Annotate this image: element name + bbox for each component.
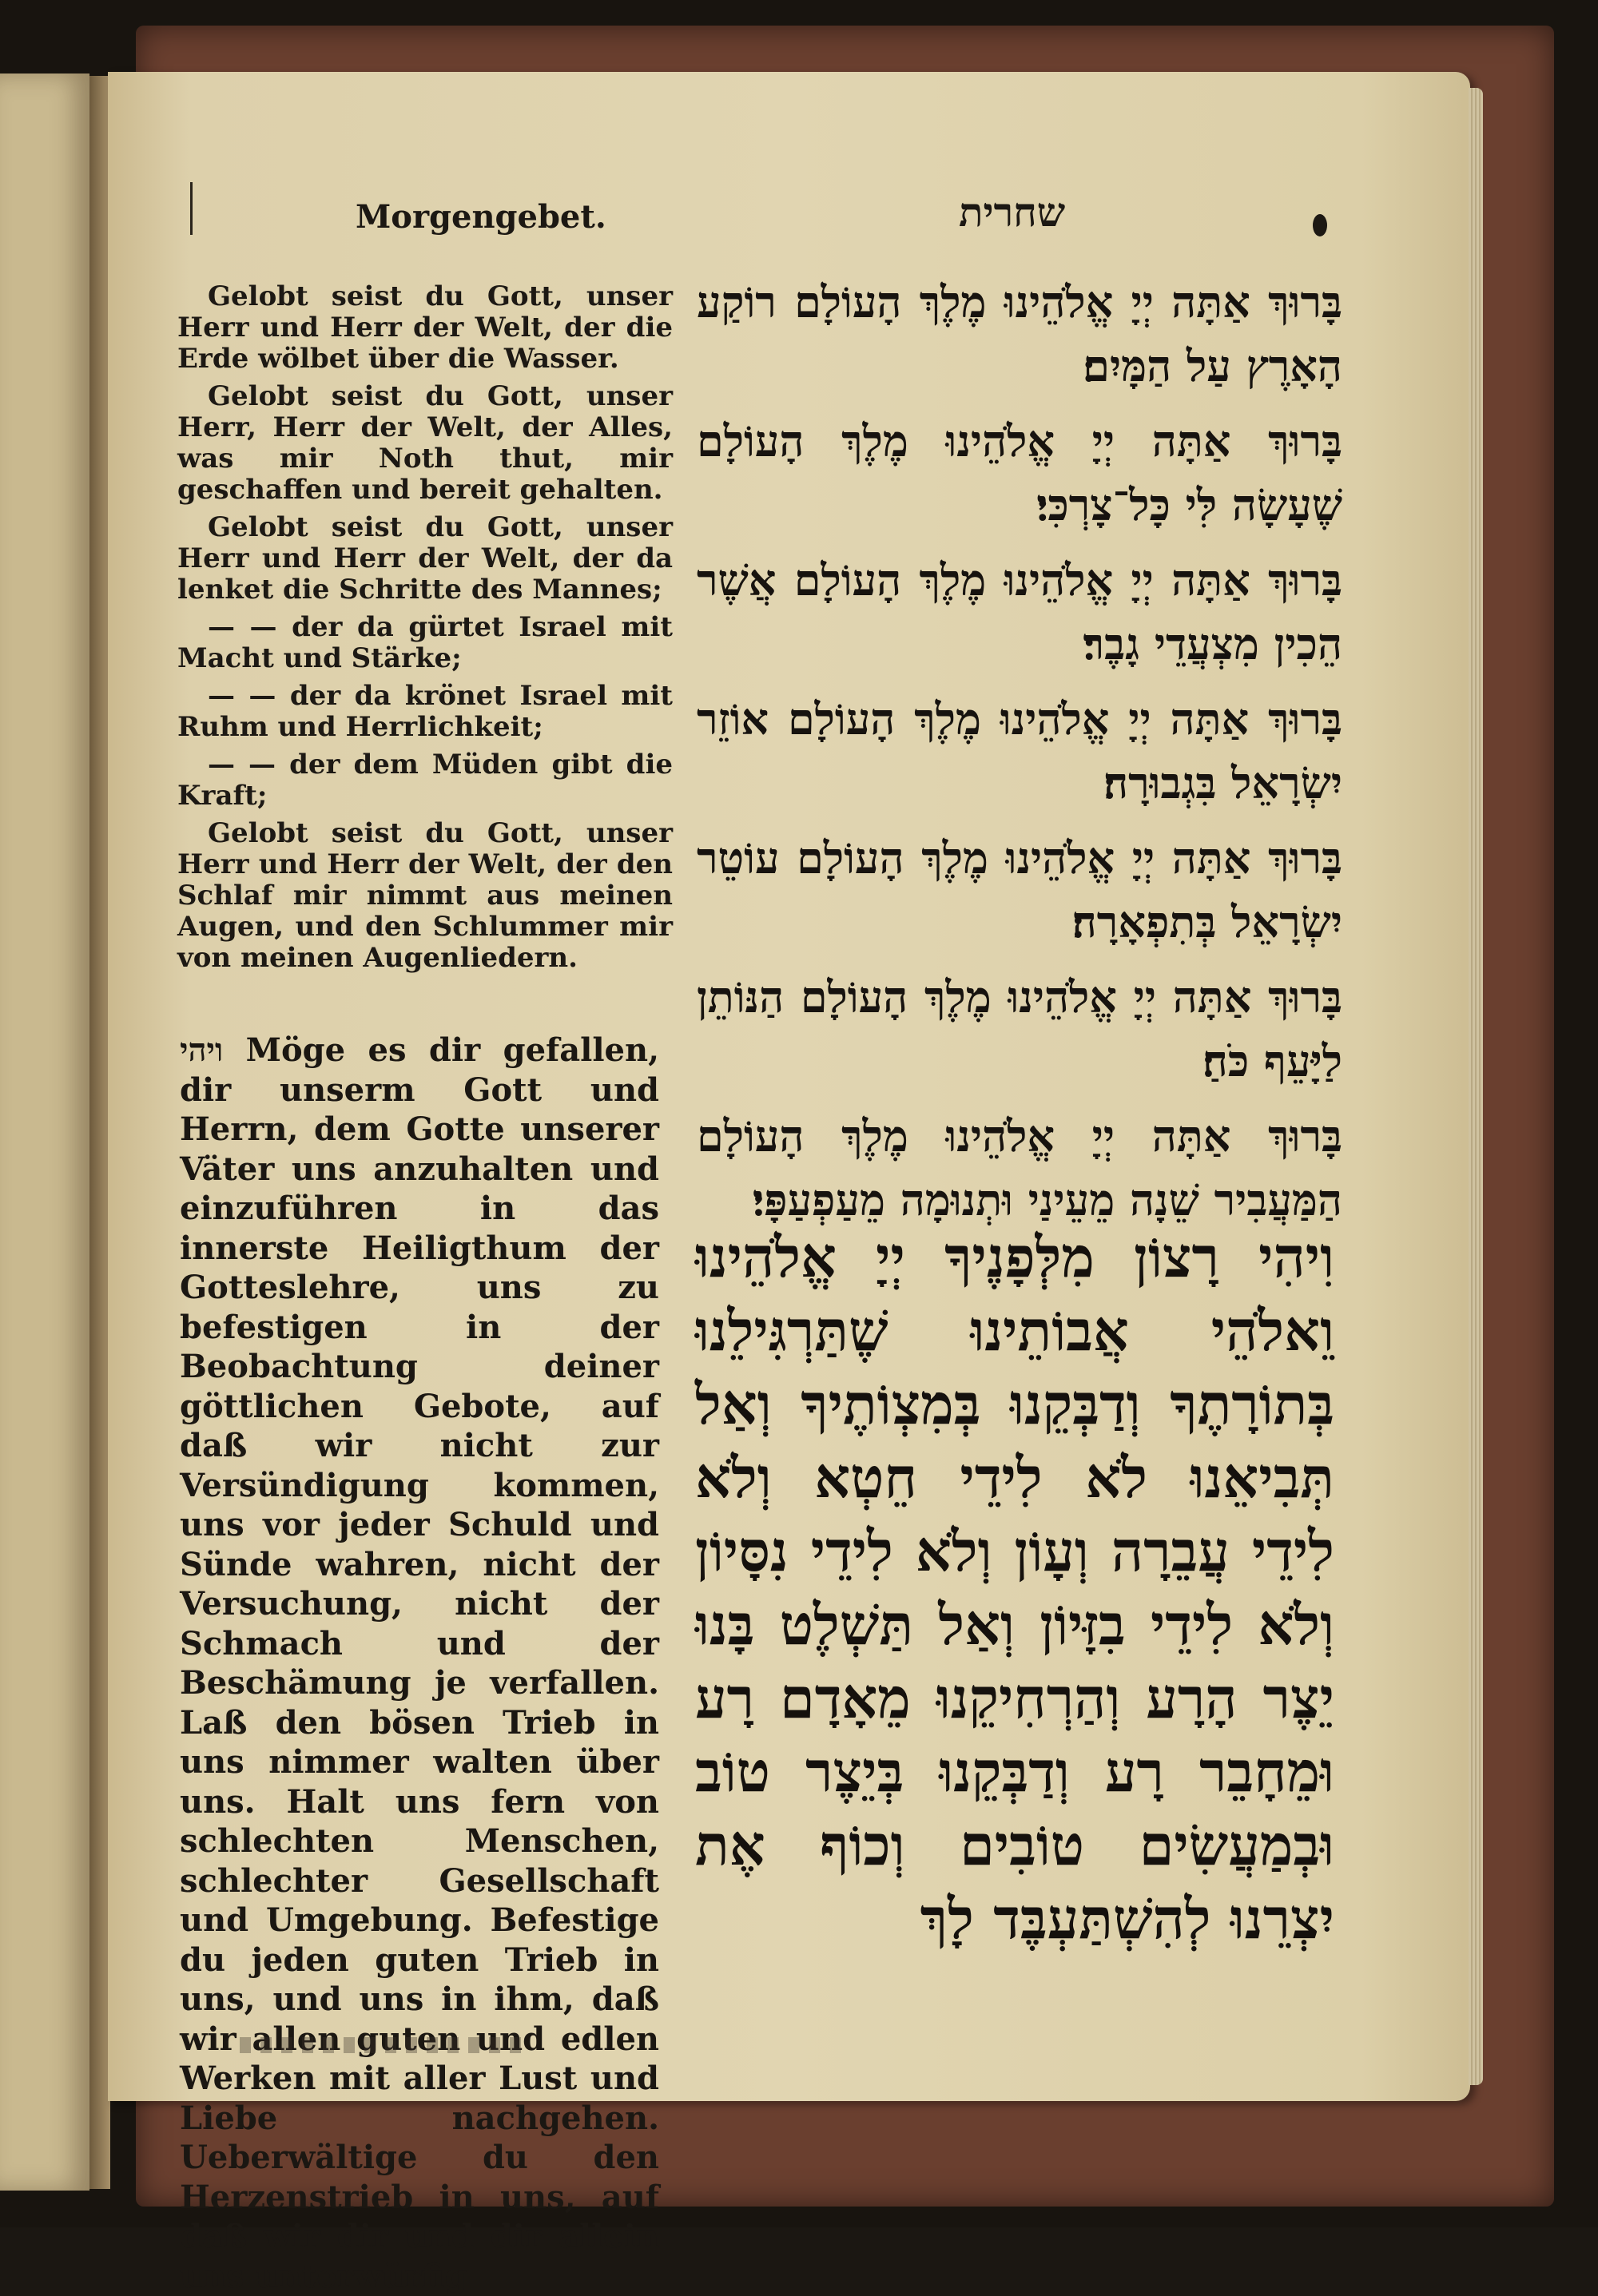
german-blessing: — — der da gürtet Israel mit Macht und Stärke; (177, 611, 673, 674)
hebrew-blessing: בָּרוּךְ אַתָּה יְיָ אֱלֹהֵינוּ מֶלֶךְ הָעוֹלָם הַמַּעֲבִיר שֵׁנָה מֵעֵינַי וּתְנוּמָה מֵעַפְעַפָּי׃ (697, 1110, 1342, 1225)
hebrew-prayer-text: וִיהִי רָצוֹן מִלְּפָנֶיךָ יְיָ אֱלֹהֵינוּ וֵאלֹהֵי אֲבוֹתֵינוּ שֶׁתַּרְגִּילֵנוּ בְּתוֹרָתֶךָ וְדַבְּקֵנוּ בְּמִצְוֹתֶיךָ וְאַל תְּבִיאֵנוּ לֹא לִידֵי חֵטְא וְלֹא לִידֵי עֲבֵרָה וְעָוֹן וְלֹא לִידֵי נִסָּיוֹן וְלֹא לִידֵי בִזָּיוֹן וְאַל תַּשְׁלֶט בָּנוּ יֵצֶר הָרָע וְהַרְחִיקֵנוּ מֵאָדָם רָע וּמֵחָבֵר רָע וְדַבְּקֵנוּ בְּיֵצֶר טוֹב וּבְמַעֲשִׂים טוֹבִים וְכוֹף אֶת יִצְרֵנוּ לְהִשְׁתַּעְבֶּד לָךְ (695, 1224, 1334, 1952)
hebrew-blessing: בָּרוּךְ אַתָּה יְיָ אֱלֹהֵינוּ מֶלֶךְ הָעוֹלָם שֶׁעָשָׂה לִּי כָּל־צָרְכִּי׃ (697, 415, 1342, 530)
margin-rule (190, 182, 193, 235)
hebrew-running-title: שחרית (959, 189, 1066, 236)
german-prayer-text: ויהי Möge es dir gefallen, dir unserm Gott und Herrn, dem Gotte unserer Väter uns anzuhalten und einzuführen in das innerste Heiligthum der Gotteslehre, uns zu befestigen in der Beobachtung deiner göttlichen Gebote, auf daß wir nicht zur Versündigung kommen, uns vor jeder Schuld und Sünde wahren, nicht der Versuchung, nicht der Schmach und der Beschämung je verfallen. Laß den bösen Trieb in uns nimmer walten über uns. Halt uns fern von schlechten Menschen, schlechter Gesellschaft und Umgebung. Befestige du jeden guten Trieb in uns, und uns in ihm, daß wir allen guten und edlen Werken mit aller Lust und Liebe nachgehen. Ueberwältige du den Herzenstrieb in uns, auf daß wir dir und dir allein uns unterwürfig (180, 1031, 659, 2295)
hebrew-blessings-column (697, 270, 1342, 1243)
hebrew-blessing: בָּרוּךְ אַתָּה יְיָ אֱלֹהֵינוּ מֶלֶךְ הָעוֹלָם רוֹקַע הָאָרֶץ עַל הַמָּיִם׃ (697, 276, 1342, 391)
hebrew-blessing: בָּרוּךְ אַתָּה יְיָ אֱלֹהֵינוּ מֶלֶךְ הָעוֹלָם אֲשֶׁר הֵכִין מִצְעֲדֵי גָבֶר׃ (697, 554, 1342, 669)
german-blessing: Gelobt seist du Gott, unser Herr und Herr der Welt, der die Erde wölbet über die Wasser. (177, 280, 673, 375)
german-prayer-vihi (180, 1031, 659, 2296)
german-blessing: Gelobt seist du Gott, unser Herr, Herr der Welt, der Alles, was mir Noth thut, mir geschaffen und bereit gehalten. (177, 380, 673, 506)
german-running-title: Morgengebet. (356, 198, 606, 236)
german-blessing: Gelobt seist du Gott, unser Herr und Herr der Welt, der den Schlaf mir nimmt aus meinen Augen, und den Schlummer mir von meinen Augenliedern. (177, 817, 673, 974)
german-blessing: Gelobt seist du Gott, unser Herr und Herr der Welt, der da lenket die Schritte des Mannes; (177, 511, 673, 606)
facing-page-edge (0, 73, 89, 2191)
page-stack-edge (1469, 88, 1483, 2085)
german-blessings-column (177, 281, 673, 980)
hebrew-blessing: בָּרוּךְ אַתָּה יְיָ אֱלֹהֵינוּ מֶלֶךְ הָעוֹלָם הַנּוֹתֵן לַיָּעֵף כֹּחַ׃ (697, 971, 1342, 1086)
show-through-print (240, 2037, 527, 2053)
german-blessing: — — der dem Müden gibt die Kraft; (177, 749, 673, 812)
hebrew-prayer-vihi (695, 1221, 1334, 1956)
page-mark (1313, 214, 1327, 236)
hebrew-blessing: בָּרוּךְ אַתָּה יְיָ אֱלֹהֵינוּ מֶלֶךְ הָעוֹלָם אוֹזֵר יִשְׂרָאֵל בִּגְבוּרָה׃ (697, 693, 1342, 808)
german-blessing: — — der da krönet Israel mit Ruhm und Herrlichkeit; (177, 680, 673, 743)
hebrew-blessing: בָּרוּךְ אַתָּה יְיָ אֱלֹהֵינוּ מֶלֶךְ הָעוֹלָם עוֹטֵר יִשְׂרָאֵל בְּתִפְאָרָה׃ (697, 832, 1342, 947)
